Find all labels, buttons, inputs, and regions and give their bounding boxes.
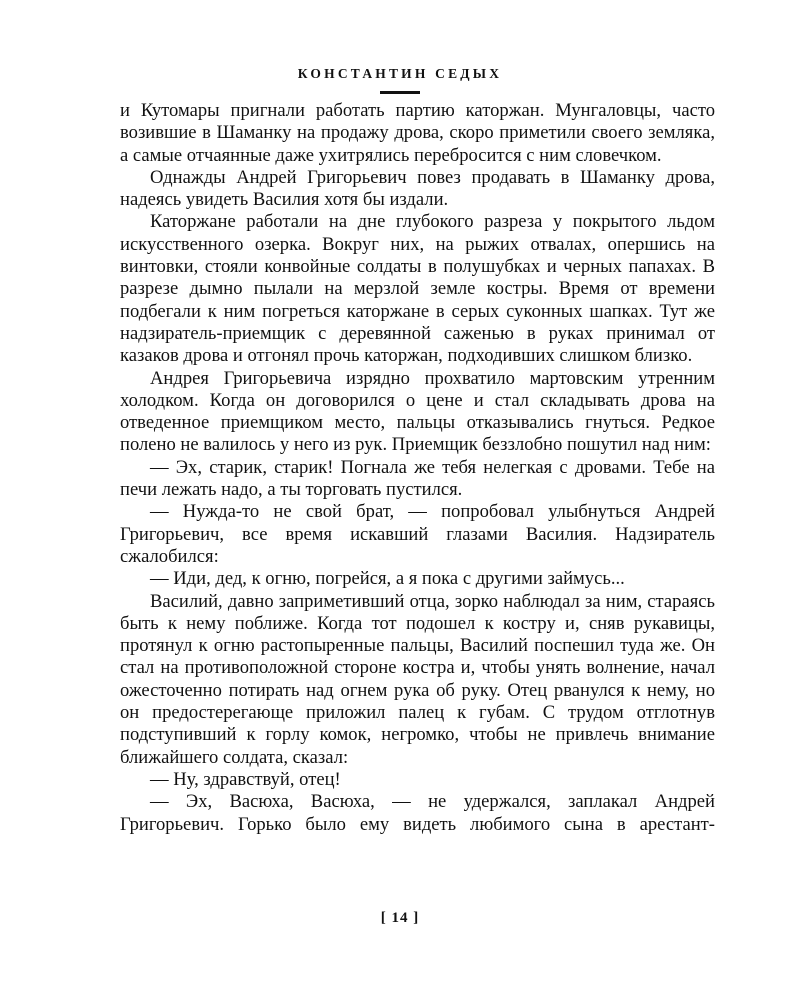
- paragraph: и Кутомары пригнали работать партию каторжан. Мунгаловцы, часто возившие в Шаманку на продажу дрова, скоро приметили своего земляка, а самые отчаянные даже ухитрялись перебросится с ним словечком.: [120, 100, 715, 166]
- body-text: [120, 100, 715, 836]
- paragraph: Василий, давно заприметивший отца, зорко наблюдал за ним, стараясь быть к нему поближе. Когда тот подошел к костру и, сняв рукавицы, протянул к огню растопыренные пальцы, Василий поспешил туда же. Он стал на противоположной стороне костра и, чтобы унять волнение, начал ожесточенно потирать над огнем рука об руку. Отец рванулся к нему, но он предостерегающе приложил палец к губам. С трудом отглотнув подступивший к горлу комок, негромко, чтобы не привлечь внимание ближайшего солдата, сказал:: [120, 590, 715, 768]
- paragraph: Андрея Григорьевича изрядно прохватило мартовским утренним холодком. Когда он договорился о цене и стал складывать дрова на отведенное приемщиком место, пальцы отказывались гнуться. Редкое полено не валилось у него из рук. Приемщик беззлобно пошутил над ним:: [120, 367, 715, 456]
- page-number: [ 14 ]: [380, 910, 420, 926]
- paragraph: Каторжане работали на дне глубокого разреза у покрытого льдом искусственного озерка. Вокруг них, на рыжих отвалах, опершись на винтовки, стояли конвойные солдаты в полушубках и черных папахах. В разрезе дымно пылали на мерзлой земле костры. Время от времени подбегали к ним погреться каторжане в серых суконных шапках. Тут же надзиратель-приемщик с деревянной саженью в руках принимал от казаков дрова и отгонял прочь каторжан, подходивших слишком близко.: [120, 211, 715, 367]
- dialogue-line: — Эх, Васюха, Васюха, — не удержался, заплакал Андрей Григорьевич. Горько было ему видеть любимого сына в арестант-: [120, 791, 715, 835]
- paragraph: Однажды Андрей Григорьевич повез продавать в Шаманку дрова, надеясь увидеть Василия хотя бы издали.: [120, 166, 715, 211]
- dialogue-line: — Иди, дед, к огню, погрейся, а я пока с другими займусь...: [150, 568, 625, 590]
- dialogue-line: — Эх, старик, старик! Погнала же тебя нелегкая с дровами. Тебе на печи лежать надо, а ты торговать пустился.: [120, 456, 715, 501]
- running-head: КОНСТАНТИН СЕДЫХ: [297, 66, 503, 81]
- dialogue-line: — Ну, здравствуй, отец!: [150, 768, 341, 790]
- dialogue-line: — Нужда-то не свой брат, — попробовал улыбнуться Андрей Григорьевич, все время искавший глазами Василия. Надзиратель сжалобился:: [120, 501, 715, 567]
- header-rule: [380, 91, 420, 94]
